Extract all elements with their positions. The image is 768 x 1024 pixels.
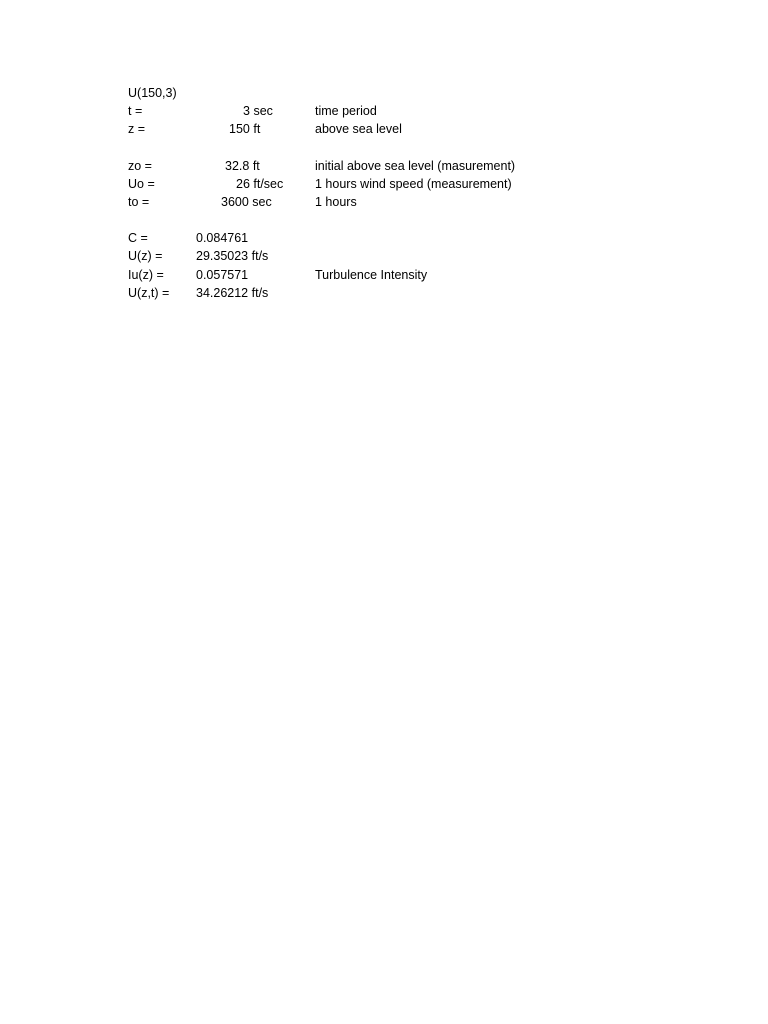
input-label: z =	[128, 122, 146, 136]
reference-value: 26 ft/sec	[236, 177, 284, 191]
reference-label: to =	[128, 195, 150, 209]
reference-note: 1 hours	[315, 195, 357, 209]
reference-value: 3600 sec	[221, 195, 272, 209]
input-label: t =	[128, 104, 143, 118]
reference-row-uo	[0, 175, 768, 193]
reference-note: 1 hours wind speed (measurement)	[315, 177, 512, 191]
input-value: 3 sec	[243, 104, 273, 118]
result-value: 0.057571	[196, 268, 249, 282]
input-note: above sea level	[315, 122, 402, 136]
result-label: U(z,t) =	[128, 286, 170, 300]
result-value: 34.26212 ft/s	[196, 286, 269, 300]
result-note: Turbulence Intensity	[315, 268, 428, 282]
heading-row	[0, 84, 768, 102]
input-value: 150 ft	[229, 122, 261, 136]
result-row-c	[0, 229, 768, 247]
result-label: U(z) =	[128, 249, 163, 263]
result-label: Iu(z) =	[128, 268, 164, 282]
result-row-uzt	[0, 284, 768, 302]
reference-note: initial above sea level (masurement)	[315, 159, 516, 173]
reference-label: Uo =	[128, 177, 155, 191]
result-row-iuz	[0, 266, 768, 284]
reference-value: 32.8 ft	[225, 159, 260, 173]
input-note: time period	[315, 104, 377, 118]
result-value: 0.084761	[196, 231, 249, 245]
reference-row-zo	[0, 157, 768, 175]
input-row-z	[0, 120, 768, 138]
input-row-t	[0, 102, 768, 120]
result-label: C =	[128, 231, 148, 245]
reference-row-to	[0, 193, 768, 211]
reference-label: zo =	[128, 159, 152, 173]
sheet-heading: U(150,3)	[128, 86, 177, 100]
result-row-uz	[0, 247, 768, 265]
result-value: 29.35023 ft/s	[196, 249, 269, 263]
